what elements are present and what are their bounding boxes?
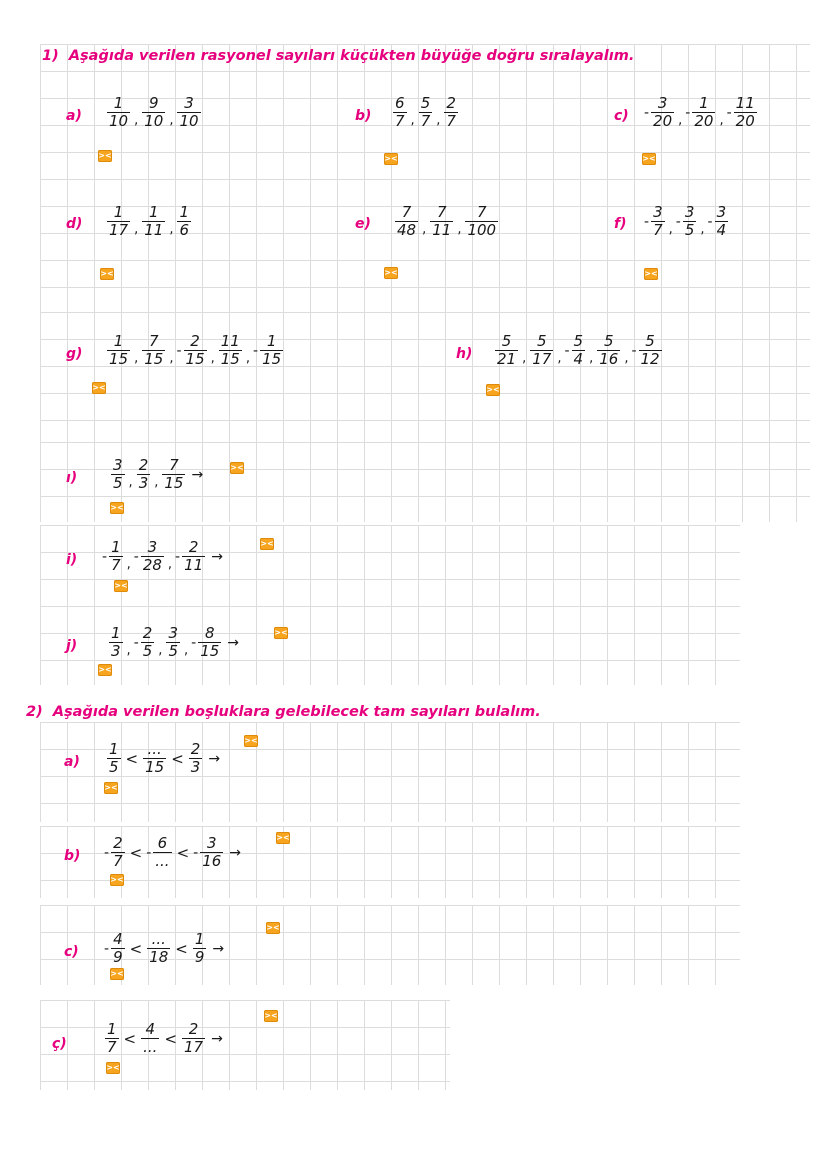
question-2-title: Aşağıda verilen boşluklara gelebilecek tam sayıları bulalım. xyxy=(52,704,541,720)
answer-key-icon[interactable]: >< xyxy=(230,463,244,472)
answer-key-icon[interactable]: >< xyxy=(264,1011,278,1020)
inequality-expression: $\frac{1}{7}$ < $\frac{4}{...}$ < $\frac{2}{17}$ → xyxy=(107,1020,223,1056)
item-label: b) xyxy=(64,848,81,864)
item-label: ç) xyxy=(52,1036,67,1052)
fraction-expression: $\frac{1}{3}$ , - $\frac{2}{5}$ , $\frac{3}{5}$ , - $\frac{8}{15}$ → xyxy=(111,624,240,660)
item-label: a) xyxy=(66,108,82,124)
answer-key-icon[interactable]: >< xyxy=(642,154,656,163)
arrow-icon: → xyxy=(211,548,223,565)
fraction-expression: $\frac{3}{5}$ , $\frac{2}{3}$ , $\frac{7}{15}$ → xyxy=(113,456,204,492)
question-1-heading xyxy=(42,48,634,64)
fraction-expression: $\frac{1}{10}$ , $\frac{9}{10}$ , $\frac{3}{10}$ xyxy=(109,94,199,130)
answer-key-icon[interactable]: >< xyxy=(92,383,106,392)
item-label: e) xyxy=(355,216,371,232)
inequality-expression: - $\frac{4}{9}$ < $\frac{...}{18}$ < $\frac{1}{9}$ → xyxy=(104,930,225,966)
answer-key-icon[interactable]: >< xyxy=(100,269,114,278)
question-1-title: Aşağıda verilen rasyonel sayıları küçükten büyüğe doğru sıralayalım. xyxy=(68,48,635,64)
item-label: c) xyxy=(64,944,79,960)
answer-key-icon[interactable]: >< xyxy=(110,969,124,978)
grid-panel-q1-top xyxy=(40,44,810,312)
item-label: j) xyxy=(66,638,78,654)
answer-key-icon[interactable]: >< xyxy=(114,581,128,590)
answer-key-icon[interactable]: >< xyxy=(98,151,112,160)
arrow-icon: → xyxy=(191,466,204,483)
answer-key-icon[interactable]: >< xyxy=(274,628,288,637)
fraction-expression: - $\frac{1}{7}$ , - $\frac{3}{28}$ , - $\frac{2}{11}$ → xyxy=(102,538,223,574)
arrow-icon: → xyxy=(227,634,240,651)
answer-key-icon[interactable]: >< xyxy=(260,539,274,548)
answer-key-icon[interactable]: >< xyxy=(384,268,398,277)
item-label: b) xyxy=(355,108,372,124)
item-label: i) xyxy=(66,552,78,568)
item-label: h) xyxy=(456,346,473,362)
item-label: a) xyxy=(64,754,80,770)
arrow-icon: → xyxy=(208,750,221,767)
answer-key-icon[interactable]: >< xyxy=(486,385,500,394)
answer-key-icon[interactable]: >< xyxy=(104,783,118,792)
answer-key-icon[interactable]: >< xyxy=(384,154,398,163)
item-label: g) xyxy=(66,346,83,362)
answer-key-icon[interactable]: >< xyxy=(644,269,658,278)
fraction-expression: $\frac{5}{21}$ , $\frac{5}{17}$ , - $\frac{5}{4}$ , $\frac{5}{16}$ , - $\frac{5}{12}$ xyxy=(497,332,660,368)
inequality-expression: $\frac{1}{5}$ < $\frac{...}{15}$ < $\frac{2}{3}$ → xyxy=(109,740,221,776)
fraction-expression: - $\frac{3}{7}$ , - $\frac{3}{5}$ , - $\frac{3}{4}$ xyxy=(644,203,727,239)
answer-key-icon[interactable]: >< xyxy=(98,665,112,674)
item-label: f) xyxy=(614,216,627,232)
inequality-expression: - $\frac{2}{7}$ < - $\frac{6}{...}$ < - $\frac{3}{16}$ → xyxy=(104,834,242,870)
answer-key-icon[interactable]: >< xyxy=(110,875,124,884)
answer-key-icon[interactable]: >< xyxy=(110,503,124,512)
item-label: d) xyxy=(66,216,83,232)
arrow-icon: → xyxy=(229,844,242,861)
item-label: c) xyxy=(614,108,629,124)
fraction-expression: $\frac{6}{7}$ , $\frac{5}{7}$ , $\frac{2}{7}$ xyxy=(395,94,456,130)
question-2-number: 2) xyxy=(26,704,43,720)
fraction-expression: $\frac{7}{48}$ , $\frac{7}{11}$ , $\frac{7}{100}$ xyxy=(397,203,497,239)
answer-key-icon[interactable]: >< xyxy=(266,923,280,932)
answer-key-icon[interactable]: >< xyxy=(276,833,290,842)
fraction-expression: $\frac{1}{15}$ , $\frac{7}{15}$ , - $\frac{2}{15}$ , $\frac{11}{15}$ , - $\frac{1}{15}$ xyxy=(109,332,282,368)
question-1-number: 1) xyxy=(42,48,59,64)
answer-key-icon[interactable]: >< xyxy=(106,1063,120,1072)
fraction-expression: - $\frac{3}{20}$ , - $\frac{1}{20}$ , - $\frac{11}{20}$ xyxy=(644,94,755,130)
question-2-heading xyxy=(26,704,541,720)
answer-key-icon[interactable]: >< xyxy=(244,736,258,745)
arrow-icon: → xyxy=(211,1030,223,1047)
arrow-icon: → xyxy=(212,940,225,957)
grid-panel-q2-cc xyxy=(40,1000,450,1090)
fraction-expression: $\frac{1}{17}$ , $\frac{1}{11}$ , $\frac{1}{6}$ xyxy=(109,203,190,239)
item-label: ı) xyxy=(66,470,78,486)
